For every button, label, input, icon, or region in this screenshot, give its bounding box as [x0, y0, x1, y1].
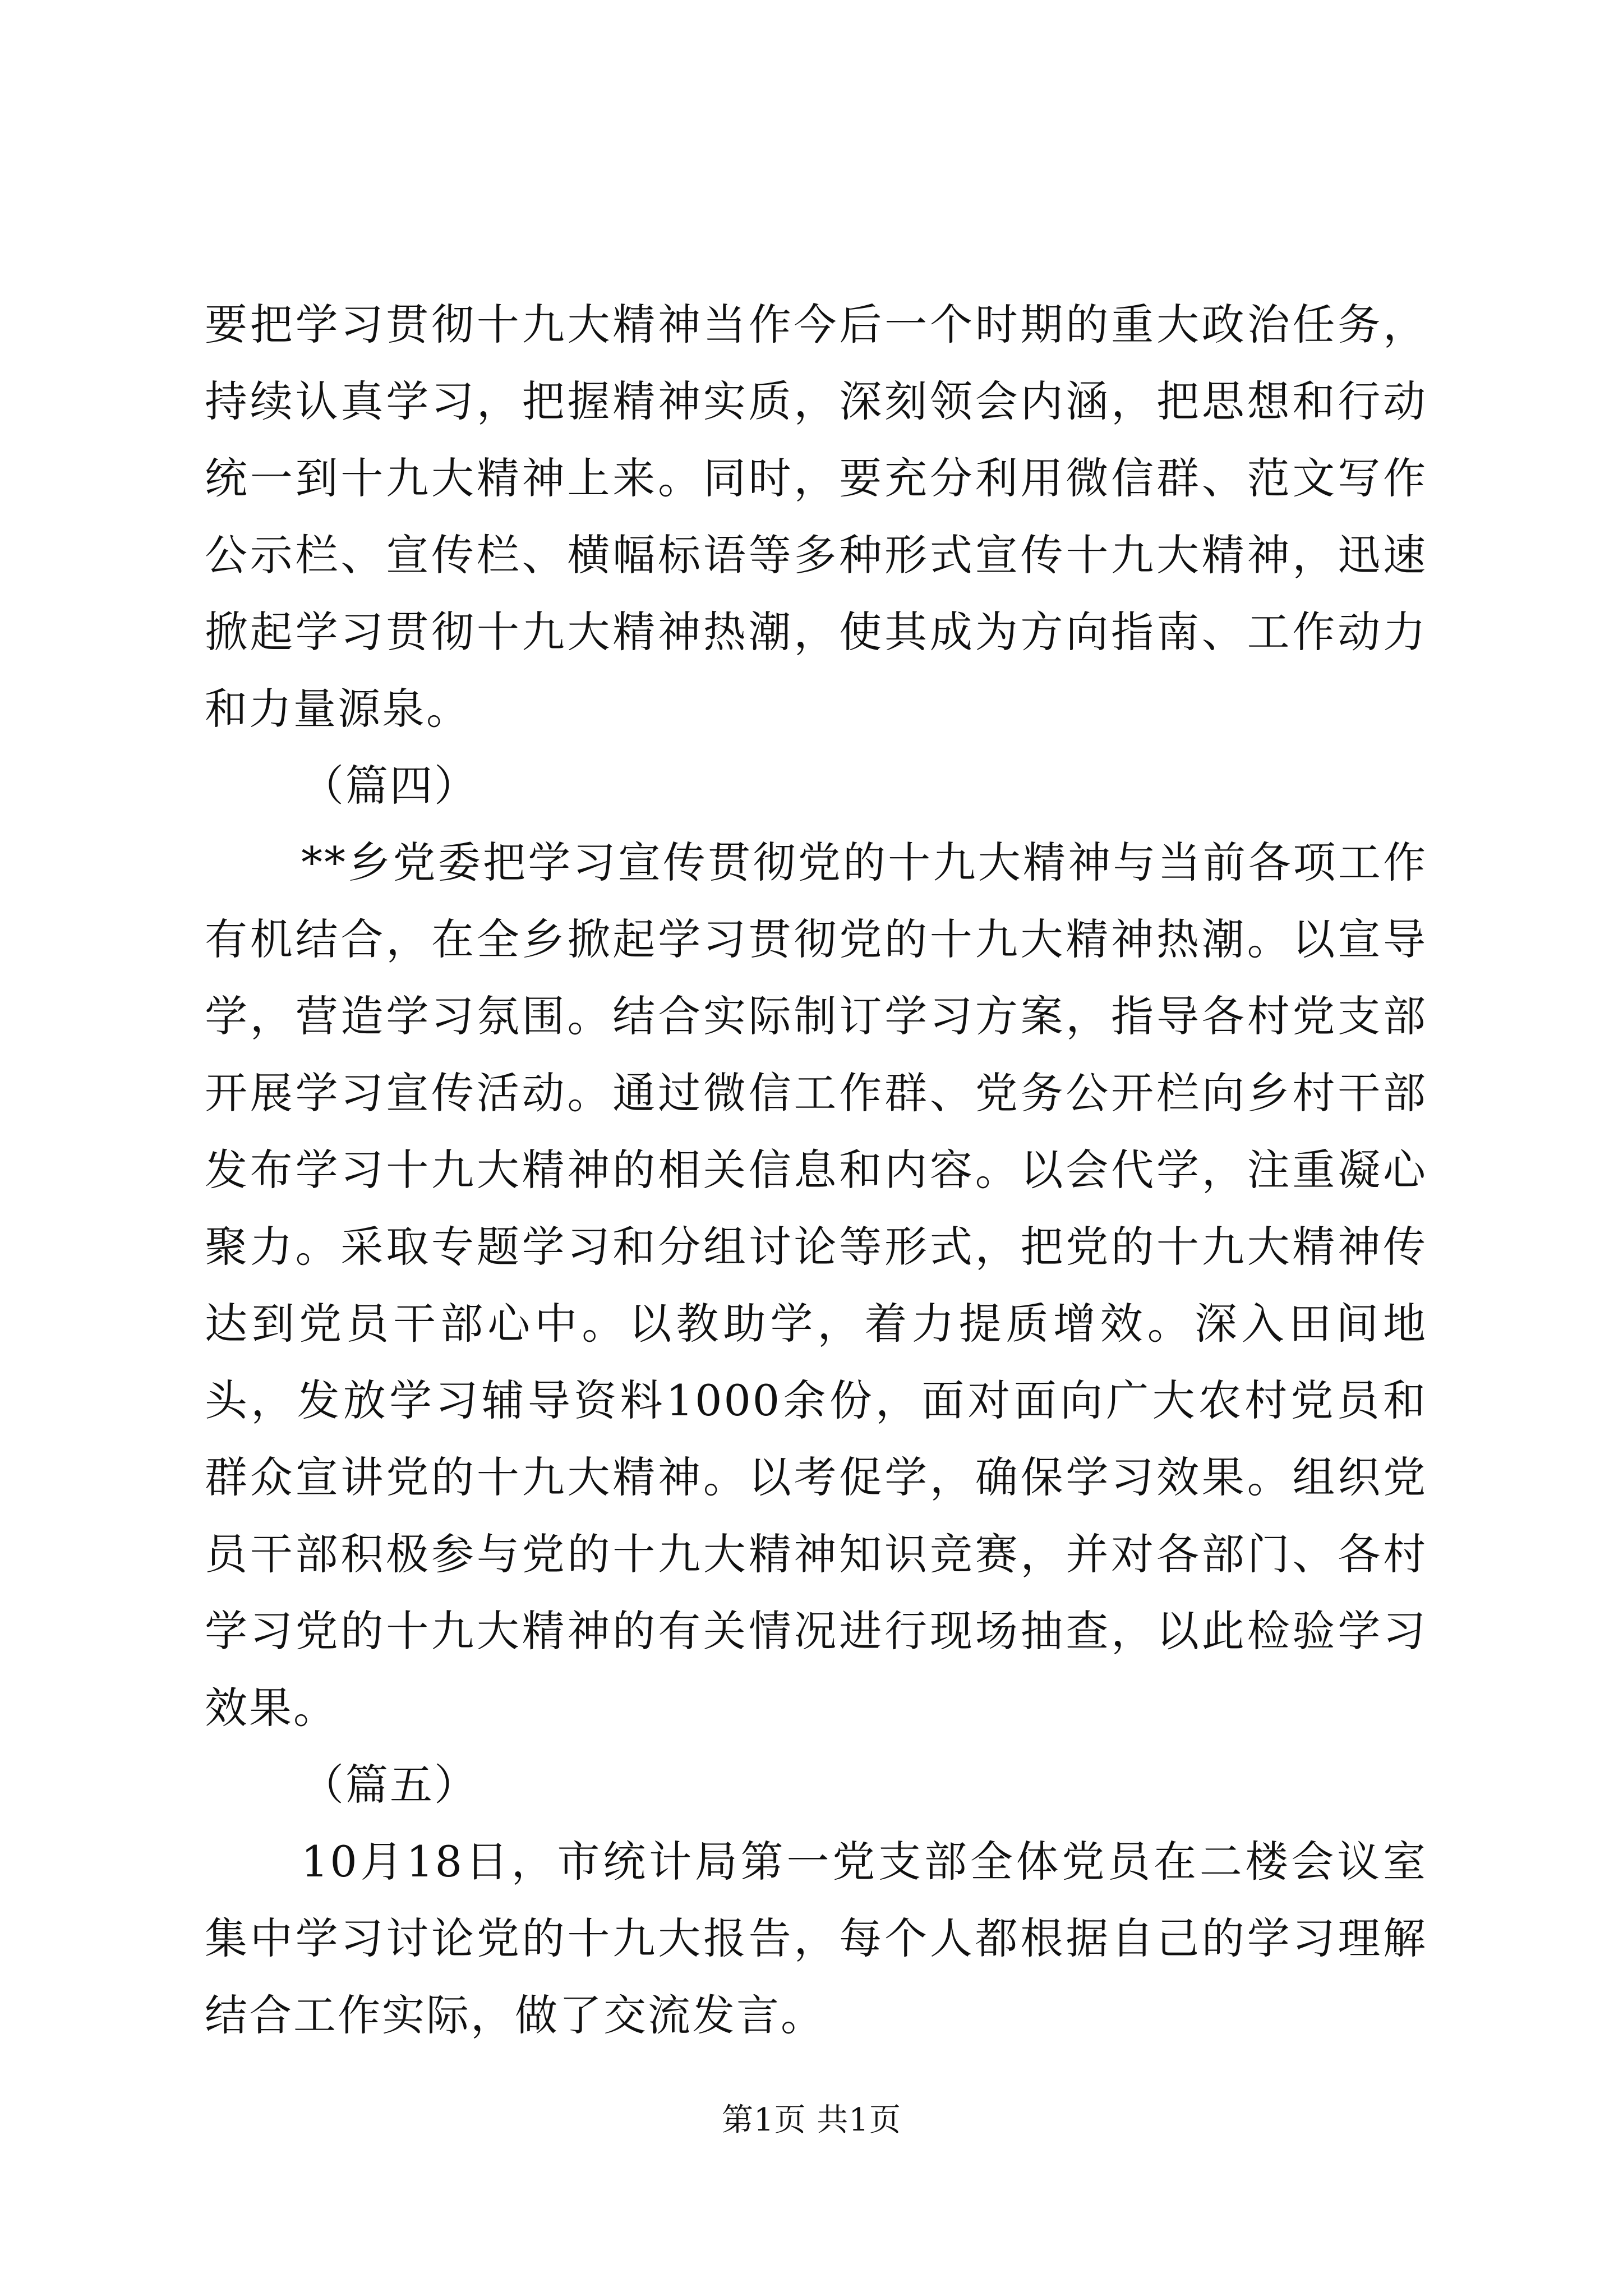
- document-body: [205, 286, 1427, 2054]
- section-heading-5: （篇五）: [301, 1760, 478, 1810]
- page-footer: 第1页 共1页: [721, 2102, 902, 2138]
- paragraph-section-5: 10月18日，市统计局第一党支部全体党员在二楼会议室集中学习讨论党的十九大报告，每个人都根据自己的学习理解结合工作实际，做了交流发言。: [205, 1837, 1427, 2040]
- paragraph-intro: 要把学习贯彻十九大精神当作今后一个时期的重大政治任务，持续认真学习，把握精神实质，深刻领会内涵，把思想和行动统一到十九大精神上来。同时，要充分利用微信群、范文写作公示栏、宣传栏、横幅标语等多种形式宣传十九大精神，迅速掀起学习贯彻十九大精神热潮，使其成为方向指南、工作动力和力量源泉。: [205, 300, 1427, 734]
- section-heading-4: （篇四）: [301, 761, 478, 811]
- paragraph-section-4: **乡党委把学习宣传贯彻党的十九大精神与当前各项工作有机结合，在全乡掀起学习贯彻党的十九大精神热潮。以宣导学，营造学习氛围。结合实际制订学习方案，指导各村党支部开展学习宣传活动。通过微信工作群、党务公开栏向乡村干部发布学习十九大精神的相关信息和内容。以会代学，注重凝心聚力。采取专题学习和分组讨论等形式，把党的十九大精神传达到党员干部心中。以教助学，着力提质增效。深入田间地头，发放学习辅导资料1000余份，面对面向广大农村党员和群众宣讲党的十九大精神。以考促学，确保学习效果。组织党员干部积极参与党的十九大精神知识竞赛，并对各部门、各村学习党的十九大精神的有关情况进行现场抽查，以此检验学习效果。: [205, 838, 1427, 1733]
